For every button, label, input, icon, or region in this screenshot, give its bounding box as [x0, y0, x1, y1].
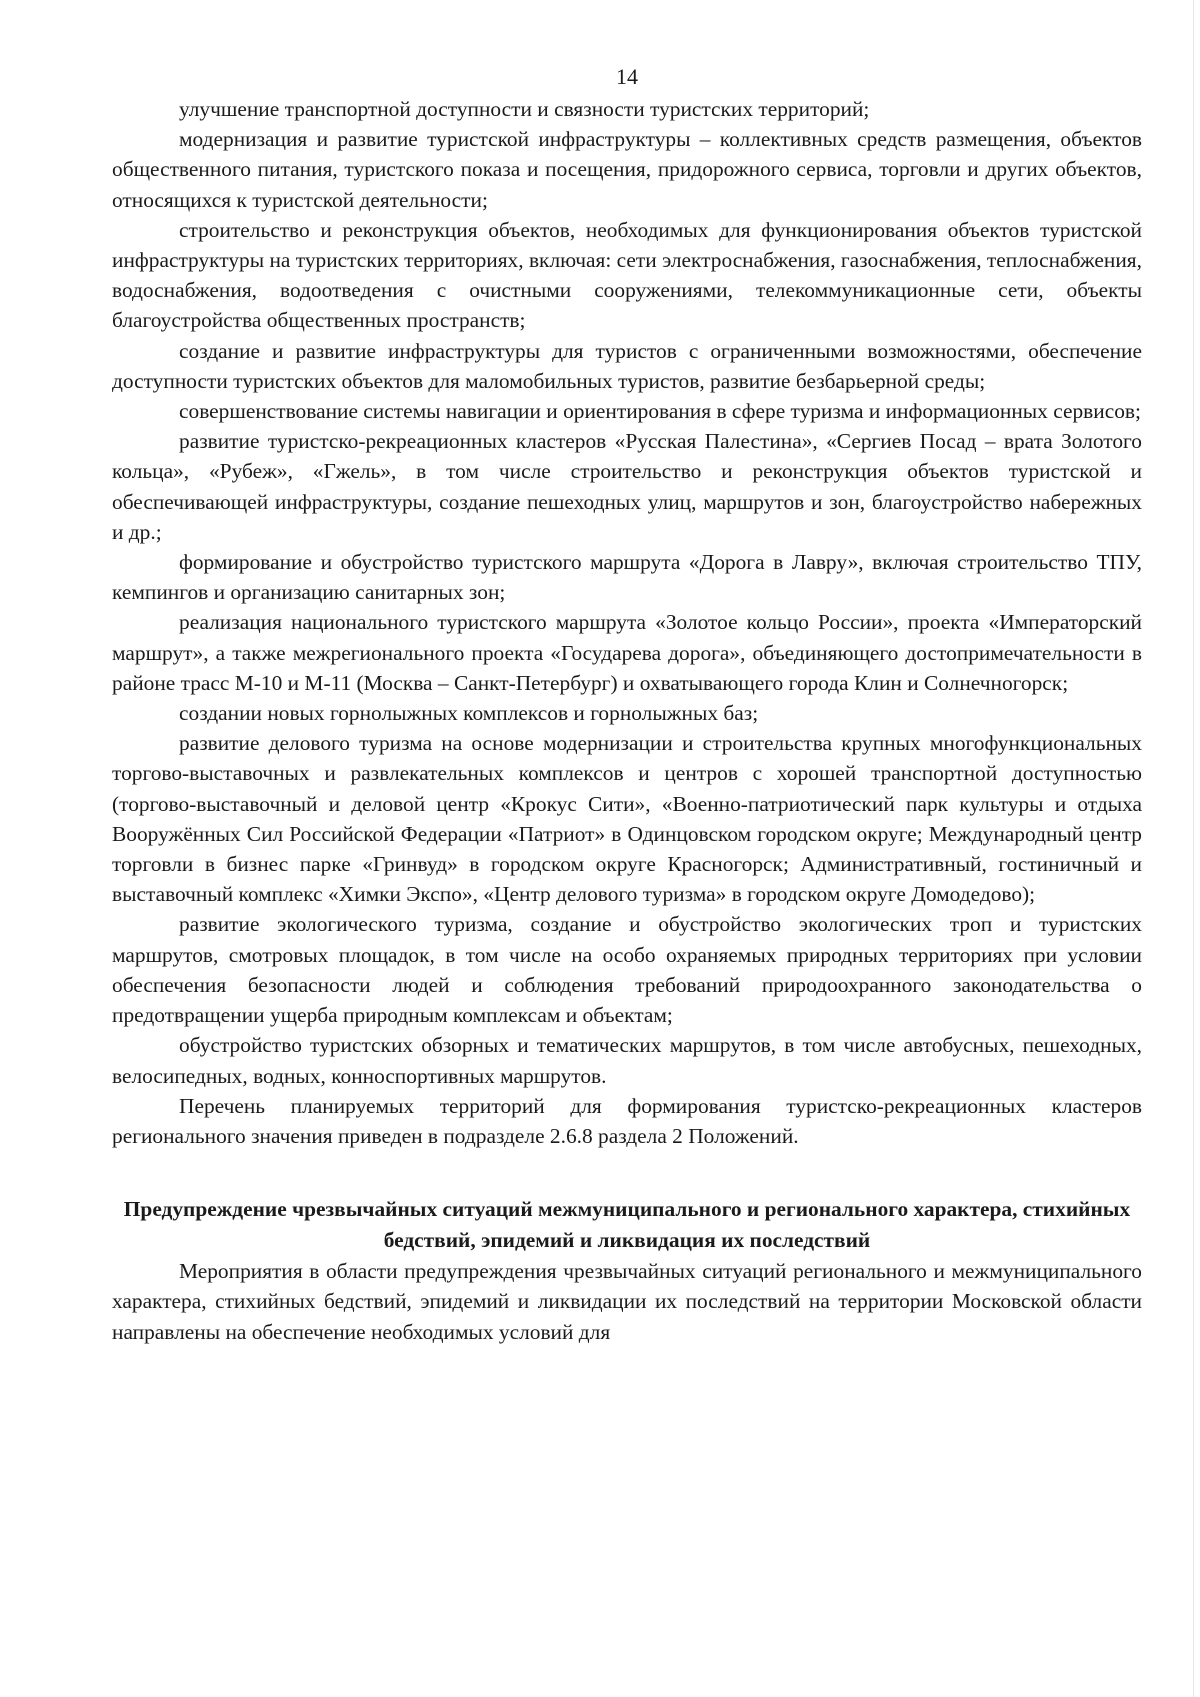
paragraph: развитие туристско-рекреационных кластеров «Русская Палестина», «Сергиев Посад – врата Золотого кольца», «Рубеж», «Гжель», в том числе строительство и реконструкция объектов туристской и обеспечивающей инфраструктуры, создание пешеходных улиц, маршрутов и зон, благоустройство набережных и др.; [112, 429, 1142, 544]
paragraph: совершенствование системы навигации и ориентирования в сфере туризма и информационных сервисов; [179, 399, 1141, 424]
paragraph: создании новых горнолыжных комплексов и горнолыжных баз; [179, 701, 759, 726]
paragraph: развитие экологического туризма, создание и обустройство экологических троп и туристских маршрутов, смотровых площадок, в том числе на особо охраняемых природных территориях при условии обеспечения безопасности людей и соблюдения требований природоохранного законодательства о предотвращении ущерба природным комплексам и объектам; [112, 912, 1142, 1028]
section-heading: Предупреждение чрезвычайных ситуаций межмуниципального и регионального характера, стихийных бедствий, эпидемий и ликвидация их последствий [123, 1197, 1131, 1253]
paragraph: улучшение транспортной доступности и связности туристских территорий; [179, 97, 870, 121]
section-paragraph: Мероприятия в области предупреждения чрезвычайных ситуаций регионального и межмуниципального характера, стихийных бедствий, эпидемий и ликвидации их последствий на территории Московской области направлены на обеспечение необходимых условий для [112, 1259, 1142, 1344]
page-number: 14 [616, 64, 638, 89]
paragraph: формирование и обустройство туристского маршрута «Дорога в Лавру», включая строительство ТПУ, кемпингов и организацию санитарных зон; [112, 550, 1142, 605]
page-edge-line [1193, 0, 1194, 1697]
paragraph: развитие делового туризма на основе модернизации и строительства крупных многофункциональных торгово-выставочных и развлекательных комплексов и центров с хорошей транспортной доступностью (торгово-выставочный и деловой центр «Крокус Сити», «Военно-патриотический парк культуры и отдыха Вооружённых Сил Российской Федерации «Патриот» в Одинцовском городском округе; Международный центр торговли в бизнес парке «Гринвуд» в городском округе Красногорск; Административный, гостиничный и выставочный комплекс «Химки Экспо», «Центр делового туризма» в городском округе Домодедово); [112, 731, 1142, 907]
paragraph: обустройство туристских обзорных и тематических маршрутов, в том числе автобусных, пешеходных, велосипедных, водных, конноспортивных маршрутов. [112, 1033, 1142, 1088]
paragraph: строительство и реконструкция объектов, необходимых для функционирования объектов туристской инфраструктуры на туристских территориях, включая: сети электроснабжения, газоснабжения, теплоснабжения, водоснабжения, водоотведения с очистными сооружениями, телекоммуникационные сети, объекты благоустройства общественных пространств; [112, 217, 1142, 333]
paragraph: создание и развитие инфраструктуры для туристов с ограниченными возможностями, обеспечение доступности туристских объектов для маломобильных туристов, развитие безбарьерной среды; [112, 338, 1142, 393]
paragraph: модернизация и развитие туристской инфраструктуры – коллективных средств размещения, объектов общественного питания, туристского показа и посещения, придорожного сервиса, торговли и других объектов, относящихся к туристской деятельности; [112, 127, 1142, 212]
paragraph: Перечень планируемых территорий для формирования туристско-рекреационных кластеров регионального значения приведен в подразделе 2.6.8 раздела 2 Положений. [112, 1093, 1142, 1148]
paragraph: реализация национального туристского маршрута «Золотое кольцо России», проекта «Императорский маршрут», а также межрегионального проекта «Государева дорога», объединяющего достопримечательности в районе трасс М-10 и М-11 (Москва – Санкт-Петербург) и охватывающего города Клин и Солнечногорск; [112, 610, 1142, 695]
